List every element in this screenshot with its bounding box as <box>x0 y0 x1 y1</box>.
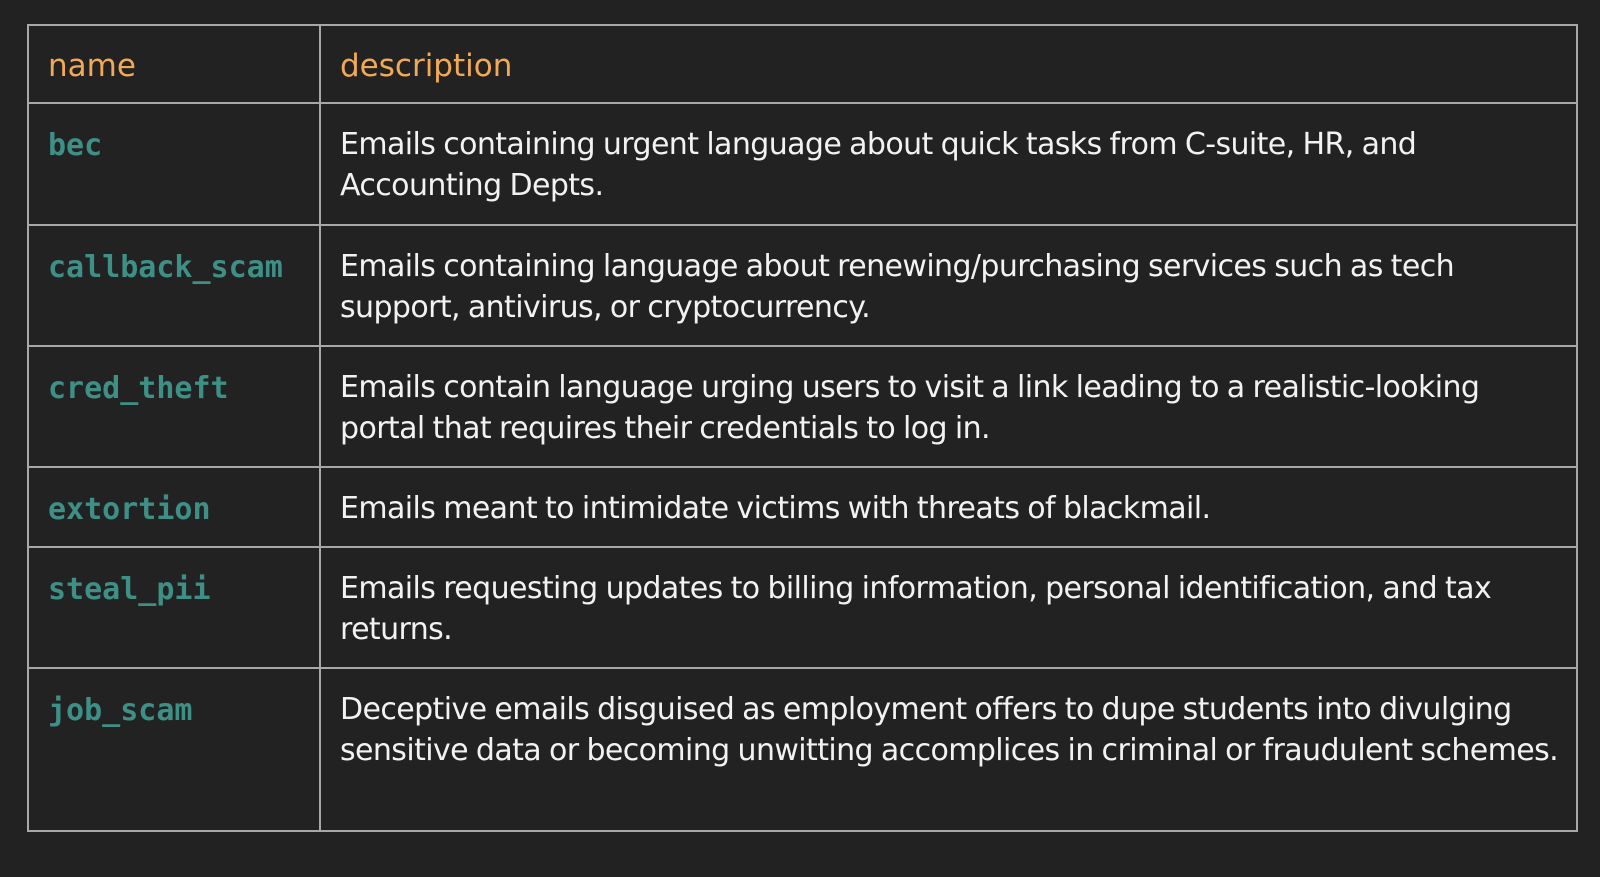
category-table-container <box>27 24 1576 832</box>
row-name: bec <box>28 103 320 225</box>
table-row <box>28 346 1577 467</box>
table-row <box>28 467 1577 547</box>
row-name: callback_scam <box>28 225 320 346</box>
header-name: name <box>28 25 320 103</box>
table-row <box>28 225 1577 346</box>
row-name: steal_pii <box>28 547 320 668</box>
header-description: description <box>320 25 1577 103</box>
row-name: cred_theft <box>28 346 320 467</box>
table-row <box>28 103 1577 225</box>
table-row <box>28 547 1577 668</box>
row-description: Deceptive emails disguised as employment offers to dupe students into divulging sensitive data or becoming unwitting accomplices in criminal or fraudulent schemes. <box>320 668 1577 831</box>
table-row <box>28 668 1577 831</box>
row-description: Emails requesting updates to billing information, personal identification, and tax returns. <box>320 547 1577 668</box>
row-description: Emails meant to intimidate victims with threats of blackmail. <box>320 467 1577 547</box>
row-description: Emails contain language urging users to visit a link leading to a realistic-looking portal that requires their credentials to log in. <box>320 346 1577 467</box>
row-description: Emails containing urgent language about quick tasks from C-suite, HR, and Accounting Depts. <box>320 103 1577 225</box>
row-name: job_scam <box>28 668 320 831</box>
row-description: Emails containing language about renewing/purchasing services such as tech support, antivirus, or cryptocurrency. <box>320 225 1577 346</box>
row-name: extortion <box>28 467 320 547</box>
category-table <box>27 24 1578 832</box>
header-row <box>28 25 1577 103</box>
